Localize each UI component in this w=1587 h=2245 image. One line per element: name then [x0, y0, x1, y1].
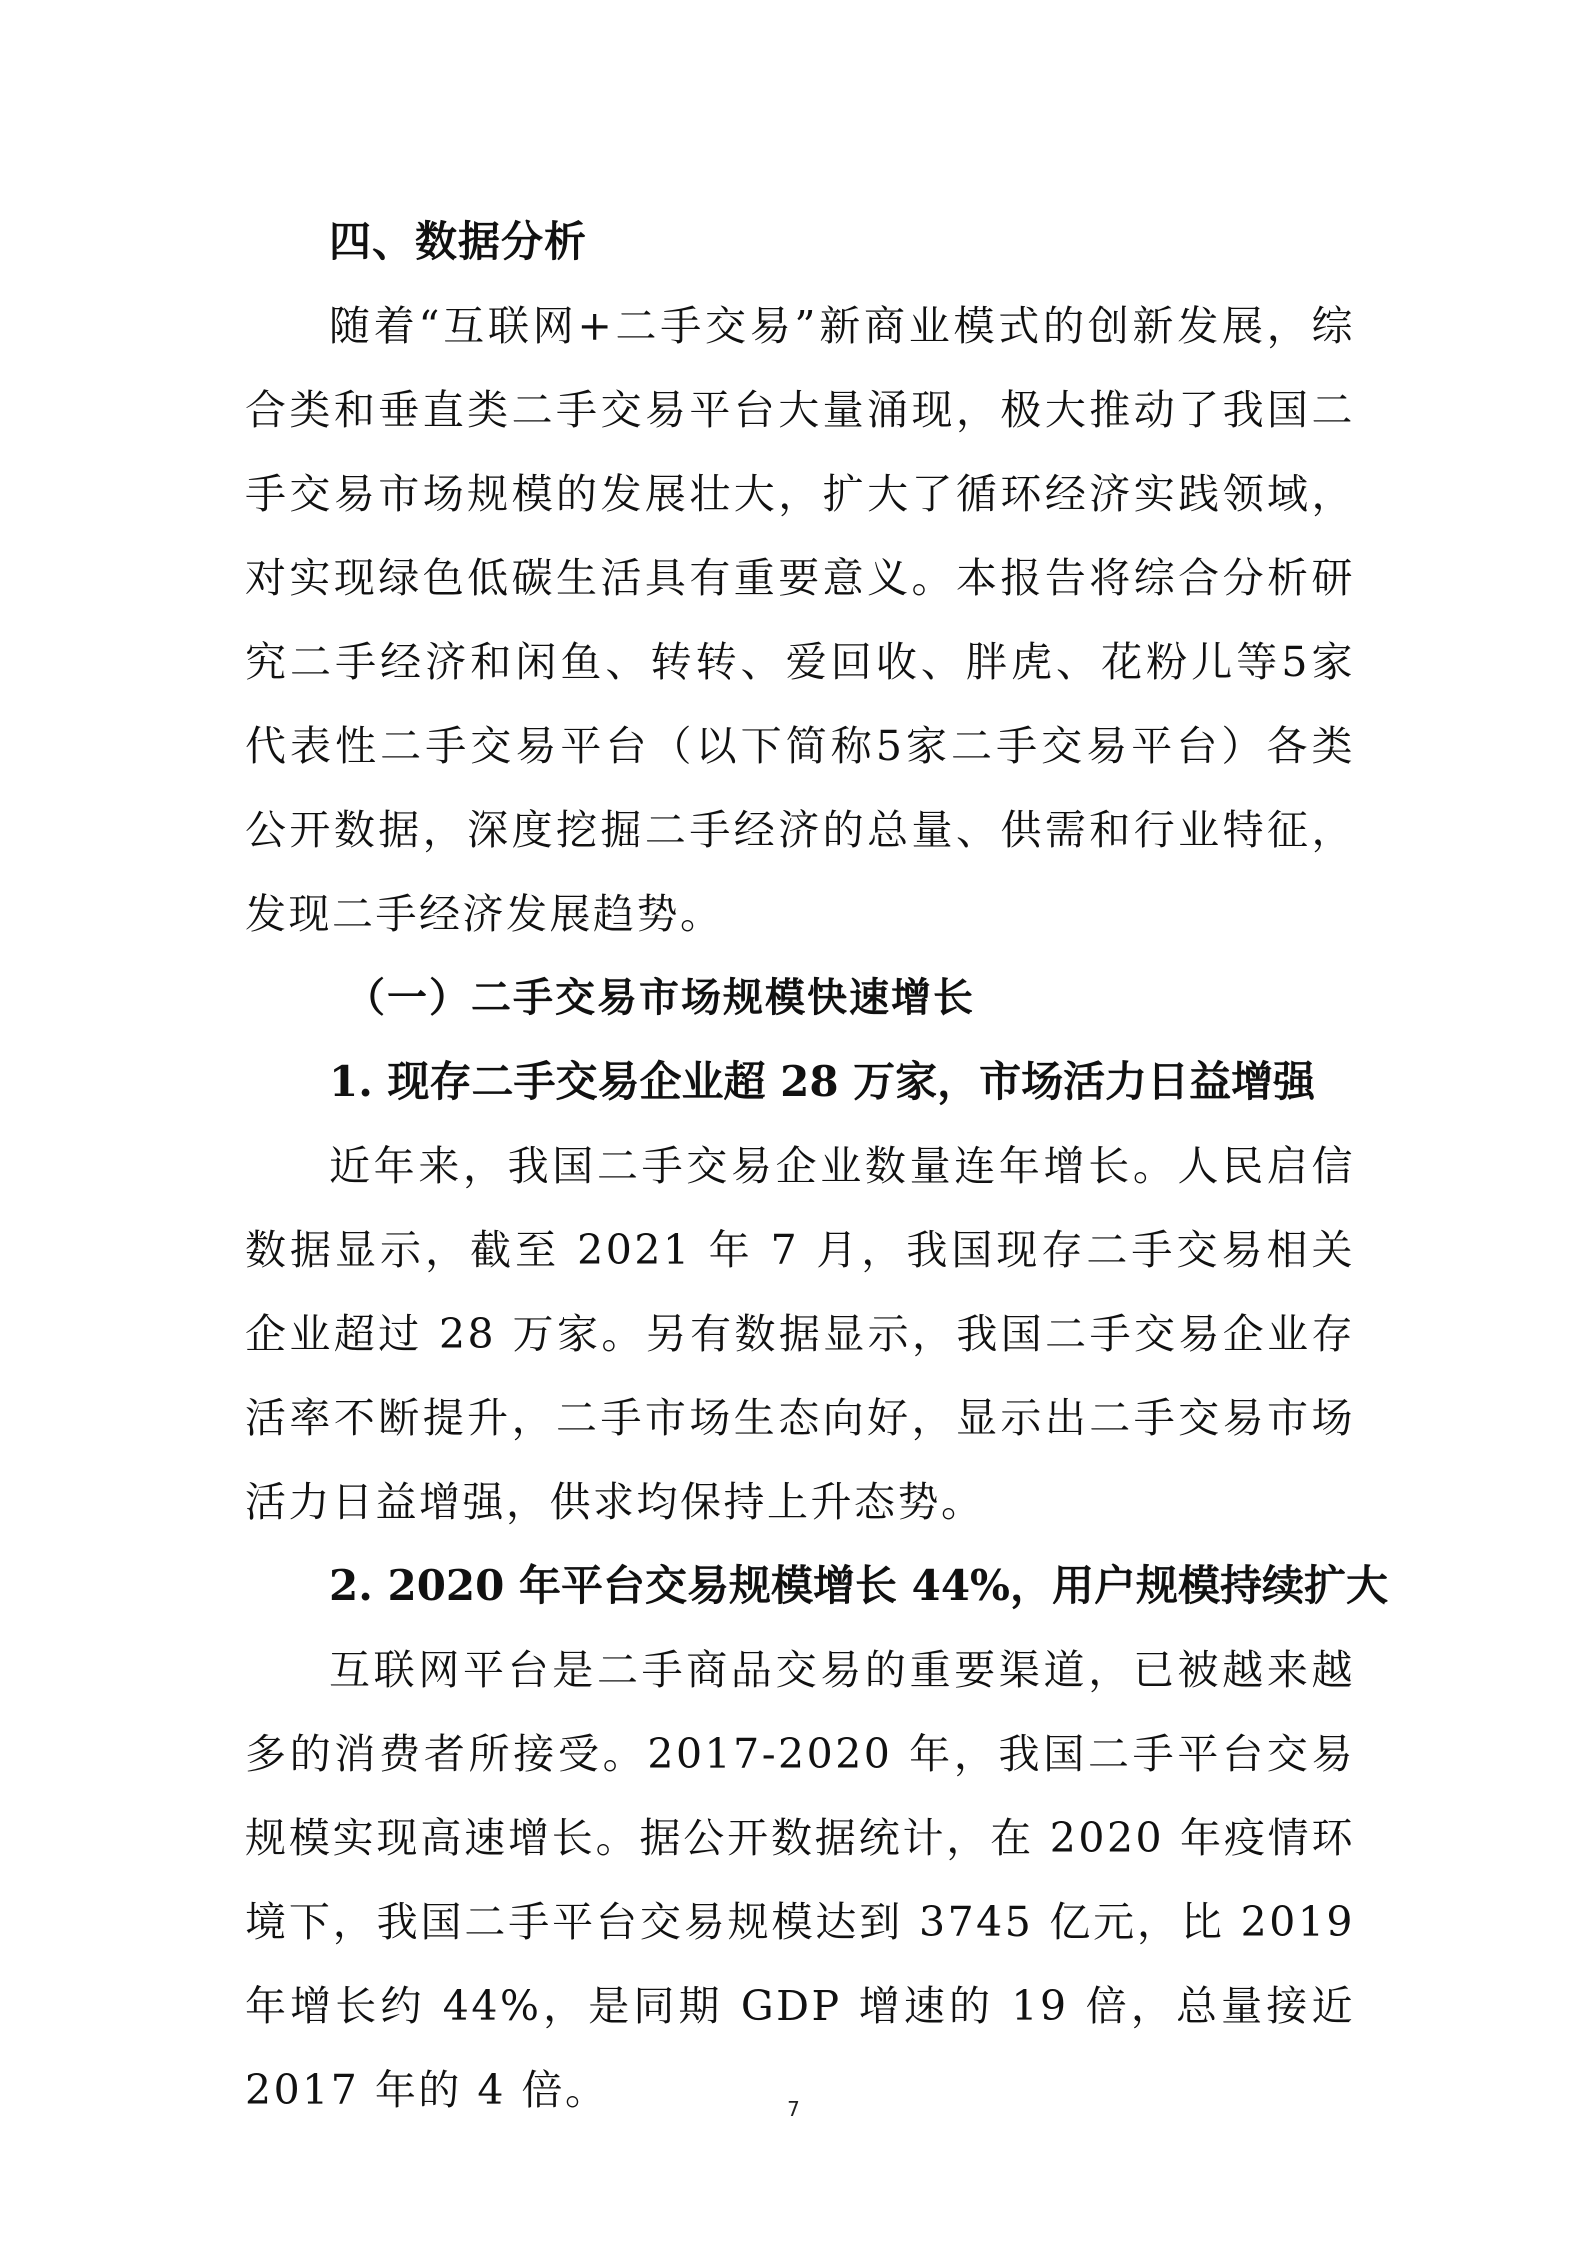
section-heading: 四、数据分析 [329, 217, 588, 266]
section-intro-paragraph: 随着“互联网+二手交易”新商业模式的创新发展，综合类和垂直类二手交易平台大量涌现，极大推动了我国二手交易市场规模的发展壮大，扩大了循环经济实践领域，对实现绿色低碳生活具有重要意义。本报告将综合分析研究二手经济和闲鱼、转转、爱回收、胖虎、花粉儿等5家代表性二手交易平台（以下简称5家二手交易平台）各类公开数据，深度挖掘二手经济的总量、供需和行业特征，发现二手经济发展趋势。 [245, 302, 1355, 938]
item-2-paragraph: 互联网平台是二手商品交易的重要渠道，已被越来越多的消费者所接受。2017-2020 年，我国二手平台交易规模实现高速增长。据公开数据统计，在 2020 年疫情环境下，我国二手平台交易规模达到 3745 亿元，比 2019 年增长约 44%，是同期 GDP 增速的 19 倍，总量接近 2017 年的 4 倍。 [245, 1646, 1355, 2114]
subsection-heading: （一）二手交易市场规模快速增长 [345, 975, 975, 1021]
page-content [245, 200, 1388, 2132]
item-2-heading: 2. 2020 年平台交易规模增长 44%，用户规模持续扩大 [329, 1561, 1388, 1610]
item-1-paragraph: 近年来，我国二手交易企业数量连年增长。人民启信数据显示，截至 2021 年 7 月，我国现存二手交易相关企业超过 28 万家。另有数据显示，我国二手交易企业存活率不断提升，二手市场生态向好，显示出二手交易市场活力日益增强，供求均保持上升态势。 [245, 1142, 1355, 1526]
item-1-heading: 1. 现存二手交易企业超 28 万家，市场活力日益增强 [329, 1057, 1316, 1106]
page-number: 7 [787, 2097, 800, 2121]
